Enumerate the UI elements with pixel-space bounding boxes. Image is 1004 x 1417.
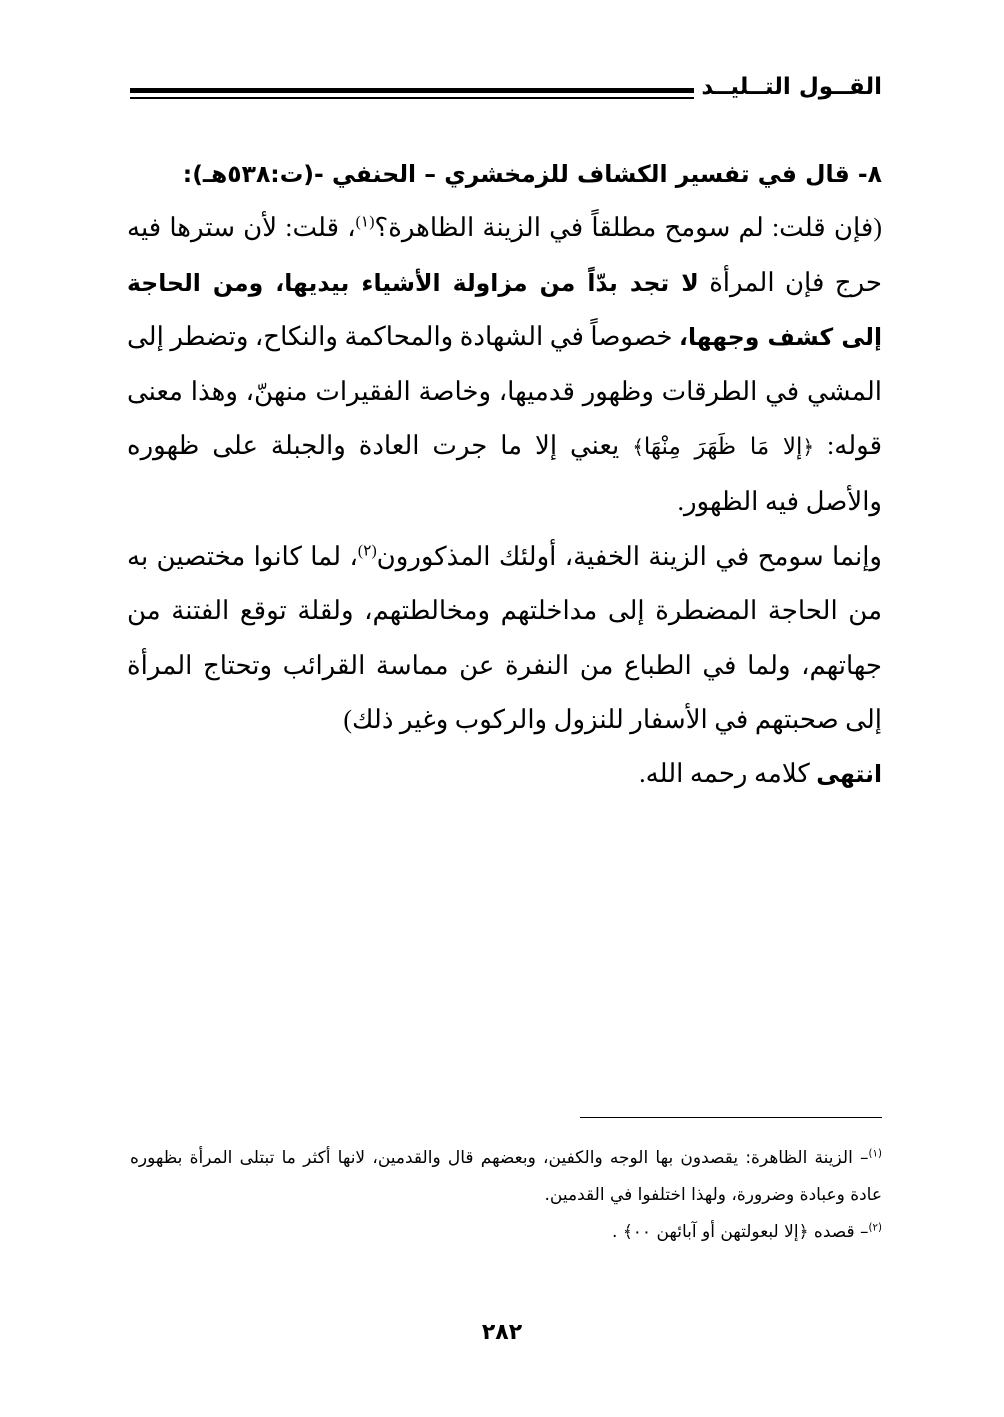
ornate-bracket-close-icon: ﴾ [632,437,644,460]
footnote-2-text: – قصده [808,1222,869,1242]
footnote-2-bracket-close-icon: ﴾ [622,1222,633,1242]
p1-segment-2: ، قلت: لأن سترها فيه حرج فإن المرأة [127,213,882,297]
paragraph-1 [127,201,882,529]
page-number: ٢٨٢ [481,1320,523,1345]
section-heading-text: ٨- قال في تفسير الكشاف للزمخشري – الحنفي -(ت:٥٣٨هـ): [182,160,882,188]
footnote-2-marker: (٢) [868,1222,882,1234]
p1-segment-1: (فإن قلت: لم سومح مطلقاً في الزينة الظاهرة؟ [374,213,883,243]
closing-bold: انتهى [816,760,882,789]
footnote-separator [580,1117,882,1118]
ornate-bracket-open-icon: ﴿ [802,437,815,460]
footnotes [130,1140,882,1251]
main-text [127,147,882,802]
footnote-2-end: . [612,1222,623,1242]
header-title: القــول التــليــد [701,74,882,100]
footnote-2 [130,1214,882,1251]
p1-segment-5: يعني إلا ما جرت العادة والجبلة على ظهوره والأصل فيه الظهور. [127,431,882,517]
closing-text: كلامه رحمه الله. [639,759,817,789]
p2-segment-1: وإنما سومح في الزينة الخفية، أولئك المذكورون [376,541,882,571]
footnote-1-marker: (١) [868,1148,882,1160]
section-heading [127,147,882,201]
closing-line [127,747,882,801]
p1-bold-segment: لا تجد بدّاً من مزاولة الأشياء بيديها، ومن الحاجة إلى كشف وجهها، [127,268,883,352]
header-rule-thin [130,97,694,99]
footnote-ref-1: (١) [355,213,375,231]
p1-segment-4: خصوصاً في الشهادة والمحاكمة والنكاح، وتضطر إلى المشي في الطرقات وظهور قدميها، وخاصة الفقيرات منهنّ، وهذا معنى قوله: [127,322,883,461]
running-header [120,72,882,112]
footnote-2-quran: إلا لبعولتهن أو آبائهن ٠٠ [632,1222,799,1242]
quran-quote: إلا مَا ظَهَرَ مِنْهَا [643,434,803,461]
paragraph-2 [127,530,882,748]
footnote-ref-2: (٢) [357,542,377,560]
footnote-2-bracket-open-icon: ﴿ [798,1222,809,1242]
p2-segment-2: ، لما كانوا مختصين به من الحاجة المضطرة إلى مداخلتهم ومخالطتهم، ولقلة توقع الفتنة من جهاتهم، ولما في الطباع من النفرة عن مماسة القرائب وتحتاج المرأة إلى صحبتهم في الأسفار للنزول والركوب وغير ذلك) [127,541,882,735]
footnote-1-text: – الزينة الظاهرة: يقصدون بها الوجه والكفين، وبعضهم قال والقدمين، لانها أكثر ما تبتلى المرأة بظهوره عادة وعبادة وضرورة، ولهذا اختلفوا في القدمين. [130,1148,882,1205]
header-rule-thick [130,88,694,93]
footnote-1 [130,1140,882,1214]
